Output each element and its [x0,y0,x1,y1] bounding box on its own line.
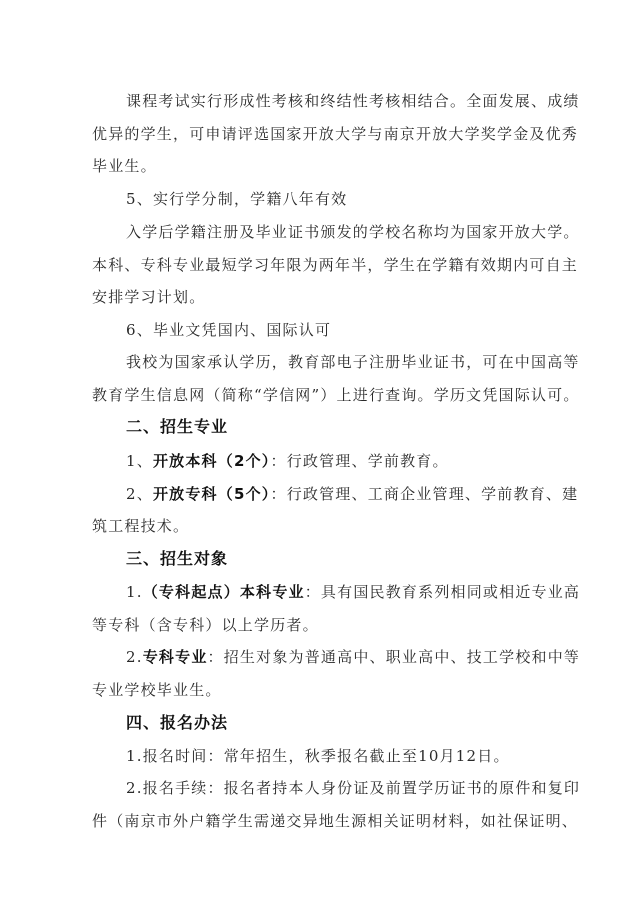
targets-college-label: 专科专业 [142,648,208,666]
paragraph-diploma-line-1: 我校为国家承认学历，教育部电子注册毕业证书，可在中国高等 [126,353,580,371]
subheading-credit-system: 5、实行学分制，学籍八年有效 [126,190,348,208]
majors-college-list: ：行政管理、工商企业管理、学前教育、建 [270,485,579,503]
subheading-diploma: 6、毕业文凭国内、国际认可 [126,321,332,339]
paragraph-registration-line-1: 入学后学籍注册及毕业证书颁发的学校名称均为国家开放大学。 [126,223,580,241]
registration-procedure-line-1: 2.报名手续：报名者持本人身份证及前置学历证书的原件和复印 [126,779,581,797]
targets-college-line-2: 专业学校毕业生。 [92,681,222,699]
paragraph-exam-line-1: 课程考试实行形成性考核和终结性考核相结合。全面发展、成绩 [126,92,580,110]
majors-undergrad-prefix: 1、 [126,452,153,470]
paragraph-exam-line-2: 优异的学生，可申请评选国家开放大学与南京开放大学奖学金及优秀 [92,125,579,143]
targets-undergrad-line [126,582,580,602]
majors-college-line [126,484,578,504]
paragraph-registration-line-3: 安排学习计划。 [92,288,206,306]
targets-undergrad-desc: ：具有国民教育系列相同或相近专业高 [304,583,581,601]
targets-college-line [126,647,580,667]
targets-undergrad-label: 本科专业 [239,583,305,601]
majors-undergrad-line [126,451,449,471]
heading-majors: 二、招生专业 [126,417,229,436]
targets-undergrad-prefix: 1. [126,583,143,601]
registration-time: 1.报名时间：常年招生，秋季报名截止至10月12日。 [126,747,510,765]
majors-college-label: 开放专科（5个） [152,485,271,503]
paragraph-diploma-line-2: 教育学生信息网（简称“学信网”）上进行查询。学历文凭国际认可。 [92,386,580,404]
targets-college-desc: ：招生对象为普通高中、职业高中、技工学校和中等 [207,648,581,666]
majors-college-line-2: 筑工程技术。 [92,517,190,535]
targets-undergrad-line-2: 等专科（含专科）以上学历者。 [92,616,319,634]
majors-undergrad-list: ：行政管理、学前教育。 [270,452,449,470]
majors-college-prefix: 2、 [126,485,153,503]
heading-targets: 三、招生对象 [126,549,229,568]
targets-undergrad-qualifier: （专科起点） [142,583,240,601]
targets-college-prefix: 2. [126,648,143,666]
registration-procedure-line-2: 件（南京市外户籍学生需递交异地生源相关证明材料，如社保证明、 [92,812,579,830]
heading-registration: 四、报名办法 [126,713,229,732]
paragraph-registration-line-2: 本科、专科专业最短学习年限为两年半，学生在学籍有效期内可自主 [92,256,579,274]
paragraph-exam-line-3: 毕业生。 [92,157,157,175]
majors-undergrad-label: 开放本科（2个） [152,452,271,470]
